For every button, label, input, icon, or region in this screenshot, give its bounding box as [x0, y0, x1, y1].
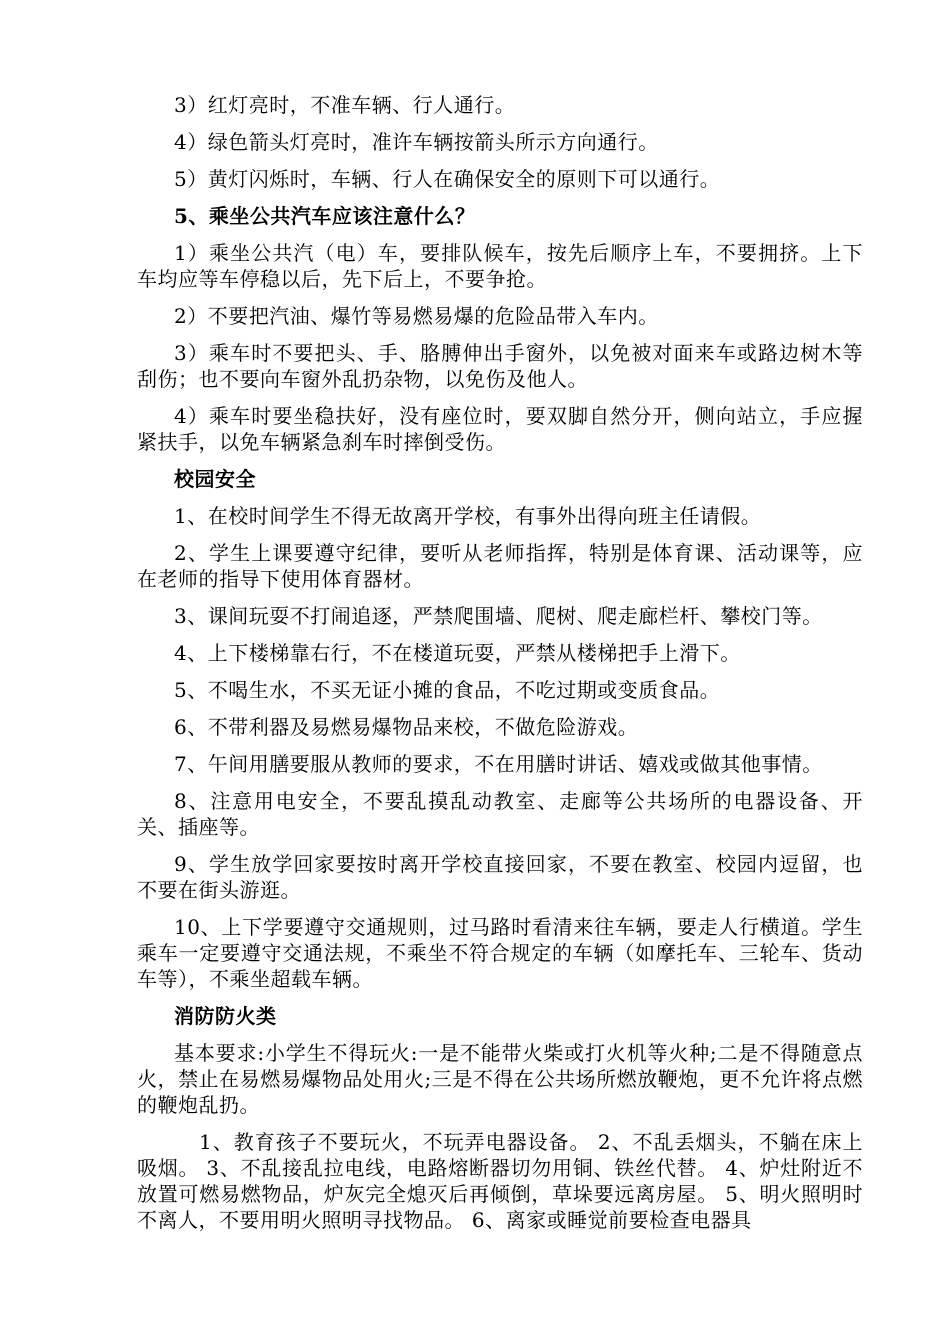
paragraph-bus-rule-2: 2）不要把汽油、爆竹等易燃易爆的危险品带入车内。 [174, 304, 659, 328]
paragraph-traffic-red-light: 3）红灯亮时，不准车辆、行人通行。 [174, 93, 516, 117]
paragraph-bus-rule-4: 4）乘车时要坐稳扶好，没有座位时，要双脚自然分开，侧向站立，手应握紧扶手，以免车辆紧急刹车时摔倒受伤。 [137, 404, 863, 454]
paragraph-fire-basic-requirements: 基本要求:小学生不得玩火:一是不能带火柴或打火机等火种;二是不得随意点火，禁止在易燃易爆物品处用火;三是不得在公共场所燃放鞭炮，更不允许将点燃的鞭炮乱扔。 [137, 1041, 863, 1117]
paragraph-campus-rule-7: 7、午间用膳要服从教师的要求，不在用膳时讲话、嬉戏或做其他事情。 [174, 752, 823, 776]
paragraph-campus-rule-10: 10、上下学要遵守交通规则，过马路时看清来往车辆，要走人行横道。学生乘车一定要遵守交通法规，不乘坐不符合规定的车辆（如摩托车、三轮车、货动车等），不乘坐超载车辆。 [137, 915, 863, 991]
paragraph-fire-rules-list: 1、教育孩子不要玩火，不玩弄电器设备。 2、不乱丢烟头，不躺在床上吸烟。 3、不乱接乱拉电线，电路熔断器切勿用铜、铁丝代替。 4、炉灶附近不放置可燃易燃物品，炉灰完全熄灭后再倾倒，草垛要远离房屋。 5、明火照明时不离人，不要用明火照明寻找物品。 6、离家或睡觉前要检查电器具 [137, 1130, 863, 1232]
heading-campus-safety: 校园安全 [174, 467, 256, 491]
paragraph-bus-rule-3: 3）乘车时不要把头、手、胳膊伸出手窗外，以免被对面来车或路边树木等刮伤；也不要向车窗外乱扔杂物，以免伤及他人。 [137, 341, 863, 391]
paragraph-campus-rule-8: 8、注意用电安全，不要乱摸乱动教室、走廊等公共场所的电器设备、开关、插座等。 [137, 789, 863, 839]
paragraph-campus-rule-6: 6、不带利器及易燃易爆物品来校，不做危险游戏。 [174, 715, 639, 739]
paragraph-traffic-green-arrow: 4）绿色箭头灯亮时，准许车辆按箭头所示方向通行。 [174, 130, 659, 154]
heading-bus-safety: 5、乘坐公共汽车应该注意什么？ [174, 204, 476, 228]
paragraph-campus-rule-9: 9、学生放学回家要按时离开学校直接回家，不要在教室、校园内逗留，也不要在街头游逛。 [137, 852, 863, 902]
paragraph-campus-rule-2: 2、学生上课要遵守纪律，要听从老师指挥，特别是体育课、活动课等，应在老师的指导下使用体育器材。 [137, 541, 863, 591]
paragraph-campus-rule-3: 3、课间玩耍不打闹追逐，严禁爬围墙、爬树、爬走廊栏杆、攀校门等。 [174, 604, 823, 628]
document-page [137, 92, 863, 1244]
heading-fire-safety: 消防防火类 [174, 1004, 277, 1028]
paragraph-campus-rule-4: 4、上下楼梯靠右行，不在楼道玩耍，严禁从楼梯把手上滑下。 [174, 641, 741, 665]
paragraph-campus-rule-1: 1、在校时间学生不得无故离开学校，有事外出得向班主任请假。 [174, 504, 762, 528]
paragraph-bus-rule-1: 1）乘坐公共汽（电）车，要排队候车，按先后顺序上车，不要拥挤。上下车均应等车停稳以后，先下后上，不要争抢。 [137, 241, 863, 291]
paragraph-traffic-yellow-flash: 5）黄灯闪烁时，车辆、行人在确保安全的原则下可以通行。 [174, 167, 721, 191]
paragraph-campus-rule-5: 5、不喝生水，不买无证小摊的食品，不吃过期或变质食品。 [174, 678, 721, 702]
